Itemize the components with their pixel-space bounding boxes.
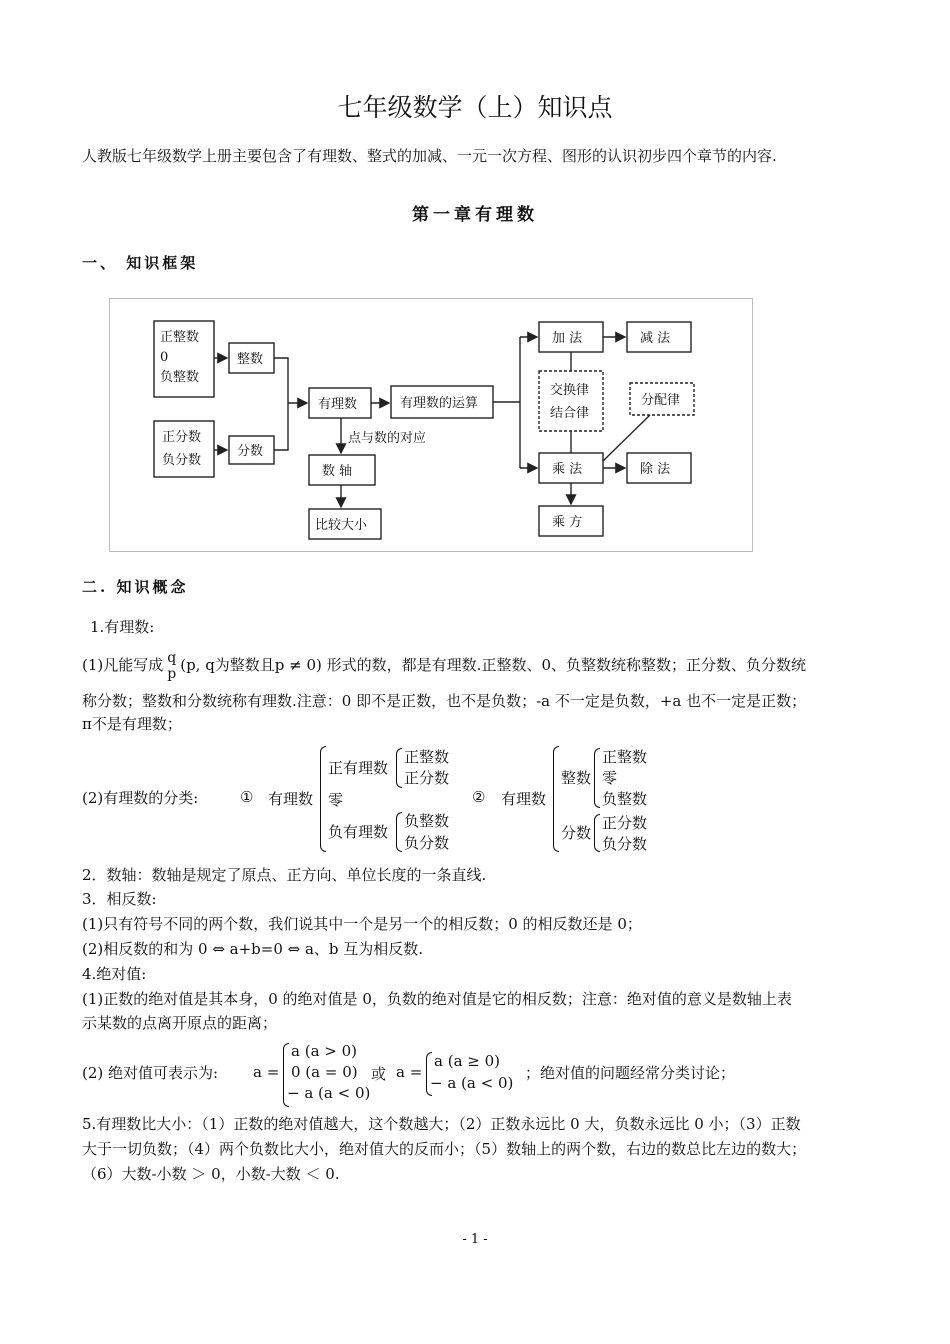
abs1-row2: 0 (a = 0) xyxy=(291,1063,358,1081)
class1-negative: 负有理数 xyxy=(328,823,389,841)
diagram-text: 数 轴 xyxy=(322,464,353,479)
abs2-row2: − a (a < 0) xyxy=(430,1074,514,1092)
page-title: 七年级数学（上）知识点 xyxy=(337,93,613,122)
item1-paragraph-line1 xyxy=(82,650,806,682)
section-heading-concepts: 二. 知识概念 xyxy=(82,578,189,596)
class1-positive-frac: 正分数 xyxy=(404,769,450,787)
abs2-lhs: a = xyxy=(396,1063,423,1081)
class1-negative-brace xyxy=(396,812,402,852)
item4-paragraph1-line2: 示某数的点离开原点的距离； xyxy=(82,1014,278,1032)
item5-line1: 5.有理数比大小：（1）正数的绝对值越大，这个数越大；（2）正数永远比 0 大，负数永远比 0 小；（3）正数 xyxy=(82,1115,801,1133)
or-text: 或 xyxy=(371,1065,387,1083)
classification-label: (2)有理数的分类: xyxy=(82,789,199,807)
item5-line3: （6）大数-小数 ＞ 0，小数-大数 ＜ 0. xyxy=(82,1165,340,1183)
class1-negative-frac: 负分数 xyxy=(404,834,450,852)
item4-title: 4.绝对值: xyxy=(82,965,147,983)
class2-frac-neg: 负分数 xyxy=(602,835,648,853)
class2-int-brace xyxy=(594,748,600,808)
abs1-row3: − a (a < 0) xyxy=(287,1084,371,1102)
text: (p, q为整数且p ≠ 0) 形式的数，都是有理数.正整数、0、负整数统称整数；正分数、负分数统 xyxy=(180,656,806,674)
abs1-row1: a (a > 0) xyxy=(291,1042,358,1060)
box-laws xyxy=(539,371,603,431)
fraction-q-over-p xyxy=(167,650,176,682)
class2-number: ② xyxy=(472,788,486,806)
item2-number-line: 2．数轴：数轴是规定了原点、正方向、单位长度的一条直线. xyxy=(82,866,487,884)
text: (1)凡能写成 xyxy=(82,656,164,674)
diagram-text: 乘 方 xyxy=(552,515,583,530)
class1-root: 有理数 xyxy=(268,790,314,808)
diagram-text: 交换律 xyxy=(550,383,590,398)
class1-positive-brace xyxy=(396,748,402,788)
item1-title: 1.有理数: xyxy=(90,618,155,636)
item3-paragraph2: (2)相反数的和为 0 ⇔ a+b=0 ⇔ a、b 互为相反数. xyxy=(82,940,424,958)
diagram-text: 整数 xyxy=(237,352,264,367)
class1-brace xyxy=(320,746,326,852)
class2-frac-pos: 正分数 xyxy=(602,814,648,832)
diagram-text: 比较大小 xyxy=(315,518,368,533)
item5-line2: 大于一切负数；（4）两个负数比大小，绝对值大的反而小；（5）数轴上的两个数，右边的数总比左边的数大； xyxy=(82,1140,807,1158)
class1-zero: 零 xyxy=(328,791,344,809)
chapter-heading: 第一章有理数 xyxy=(412,205,538,225)
numerator: q xyxy=(167,650,177,666)
item4-paragraph1-line1: (1)正数的绝对值是其本身，0 的绝对值是 0，负数的绝对值是它的相反数；注意：绝对值的意义是数轴上表 xyxy=(82,990,792,1008)
item1-paragraph-line2: 称分数；整数和分数统称有理数.注意：0 即不是正数，也不是负数；-a 不一定是负数，+a 也不一定是正数； xyxy=(82,692,807,710)
diagram-text: 除 法 xyxy=(640,462,671,477)
diagram-text: 结合律 xyxy=(550,406,590,421)
class1-number: ① xyxy=(240,788,254,806)
diagram-text: 有理数 xyxy=(318,397,358,412)
section-heading-framework: 一、 知识框架 xyxy=(82,254,199,272)
abs1-lhs: a = xyxy=(253,1063,280,1081)
diagram-text: 负分数 xyxy=(162,453,202,468)
diagram-text: 加 法 xyxy=(552,331,583,346)
denominator: p xyxy=(167,666,177,682)
diagram-text: 正整数 xyxy=(160,330,200,345)
class1-negative-int: 负整数 xyxy=(404,812,450,830)
page-number: - 1 - xyxy=(462,1232,488,1247)
diagram-text: 有理数的运算 xyxy=(400,396,479,411)
diagram-text: 0 xyxy=(160,350,169,365)
abs-value-label: (2) 绝对值可表示为: xyxy=(82,1064,219,1082)
diagram-text: 负整数 xyxy=(160,370,200,385)
item1-paragraph-line3: π不是有理数； xyxy=(82,715,182,733)
class2-root: 有理数 xyxy=(501,790,547,808)
class1-positive: 正有理数 xyxy=(328,759,389,777)
diagram-text: 点与数的对应 xyxy=(348,431,427,446)
diagram-text: 乘 法 xyxy=(552,462,583,477)
class1-positive-int: 正整数 xyxy=(404,748,450,766)
diagram-text: 减 法 xyxy=(640,331,671,346)
diagram-text: 分数 xyxy=(237,444,264,459)
abs2-row1: a (a ≥ 0) xyxy=(434,1052,501,1070)
class2-frac-brace xyxy=(594,814,600,852)
class2-int: 整数 xyxy=(561,769,592,787)
intro-paragraph: 人教版七年级数学上册主要包含了有理数、整式的加减、一元一次方程、图形的认识初步四个章节的内容. xyxy=(82,147,777,165)
class2-int-zero: 零 xyxy=(602,769,618,787)
diagram-text: 分配律 xyxy=(641,393,681,408)
class2-int-pos: 正整数 xyxy=(602,748,648,766)
abs-value-tail: ；绝对值的问题经常分类讨论； xyxy=(525,1064,736,1082)
knowledge-framework-diagram xyxy=(109,298,753,552)
class2-brace xyxy=(553,746,559,852)
class2-frac: 分数 xyxy=(561,824,592,842)
class2-int-neg: 负整数 xyxy=(602,790,648,808)
item3-paragraph1: (1)只有符号不同的两个数，我们说其中一个是另一个的相反数；0 的相反数还是 0； xyxy=(82,915,642,933)
framework-svg xyxy=(110,299,752,551)
item3-title: 3．相反数: xyxy=(82,890,157,908)
diagram-text: 正分数 xyxy=(162,430,202,445)
